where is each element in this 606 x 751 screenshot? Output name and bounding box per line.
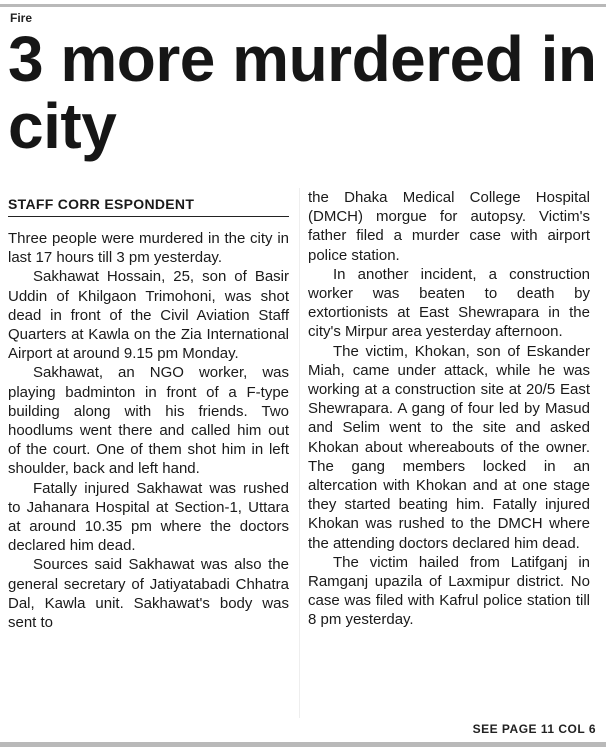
article-paragraph: In another incident, a construction worker was beaten to death by extortionists at East Shewrapara in the city's Mirpur area yesterday afternoon. bbox=[308, 265, 590, 341]
top-rule bbox=[0, 4, 606, 7]
article-paragraph: The victim hailed from Latifganj in Ramganj upazila of Laxmipur district. No case was filed with Kafrul police station till 8 pm yesterday. bbox=[308, 553, 590, 629]
article-column-right bbox=[308, 188, 590, 630]
article-paragraph: Fatally injured Sakhawat was rushed to Jahanara Hospital at Section-1, Uttara at around 10.35 pm where the doctors declared him dead. bbox=[8, 479, 289, 555]
article-paragraph: Sakhawat, an NGO worker, was playing badminton in front of a F-type building along with his friends. Two hoodlums went there and called him out of the court. One of them shot him in left shoulder, back and left hand. bbox=[8, 364, 289, 478]
article-paragraph: Sakhawat Hossain, 25, son of Basir Uddin of Khilgaon Trimohoni, was shot dead in front of the Civil Aviation Staff Quarters at Kawla on the Zia International Airport at around 9.15 pm Monday. bbox=[8, 268, 289, 363]
article-column-left bbox=[8, 190, 289, 632]
bottom-rule bbox=[0, 742, 606, 747]
byline: STAFF CORR ESPONDENT bbox=[8, 190, 289, 217]
article-paragraph: Sources said Sakhawat was also the general secretary of Jatiyatabadi Chhatra Dal, Kawla unit. Sakhawat's body was sent to bbox=[8, 556, 289, 632]
section-label: Fire bbox=[10, 11, 33, 25]
article-paragraph: The victim, Khokan, son of Eskander Miah, came under attack, while he was working at a construction site at 20/5 East Shewrapara. A gang of four led by Masud and Selim went to the site and asked Khokan about whereabouts of the owner. The gang members locked in an altercation with Khokan and at one stage they started beating him. Fatally injured Khokan was rushed to the DMCH where the attending doctors declared him dead. bbox=[308, 342, 590, 552]
article-paragraph: the Dhaka Medical College Hospital (DMCH) morgue for autopsy. Victim's father filed a murder case with airport police station. bbox=[308, 189, 590, 264]
headline: 3 more murdered in city bbox=[8, 23, 597, 162]
column-divider bbox=[299, 188, 300, 718]
continuation-link[interactable]: SEE PAGE 11 COL 6 bbox=[472, 722, 596, 736]
article-paragraph: Three people were murdered in the city in last 17 hours till 3 pm yesterday. bbox=[8, 230, 289, 267]
